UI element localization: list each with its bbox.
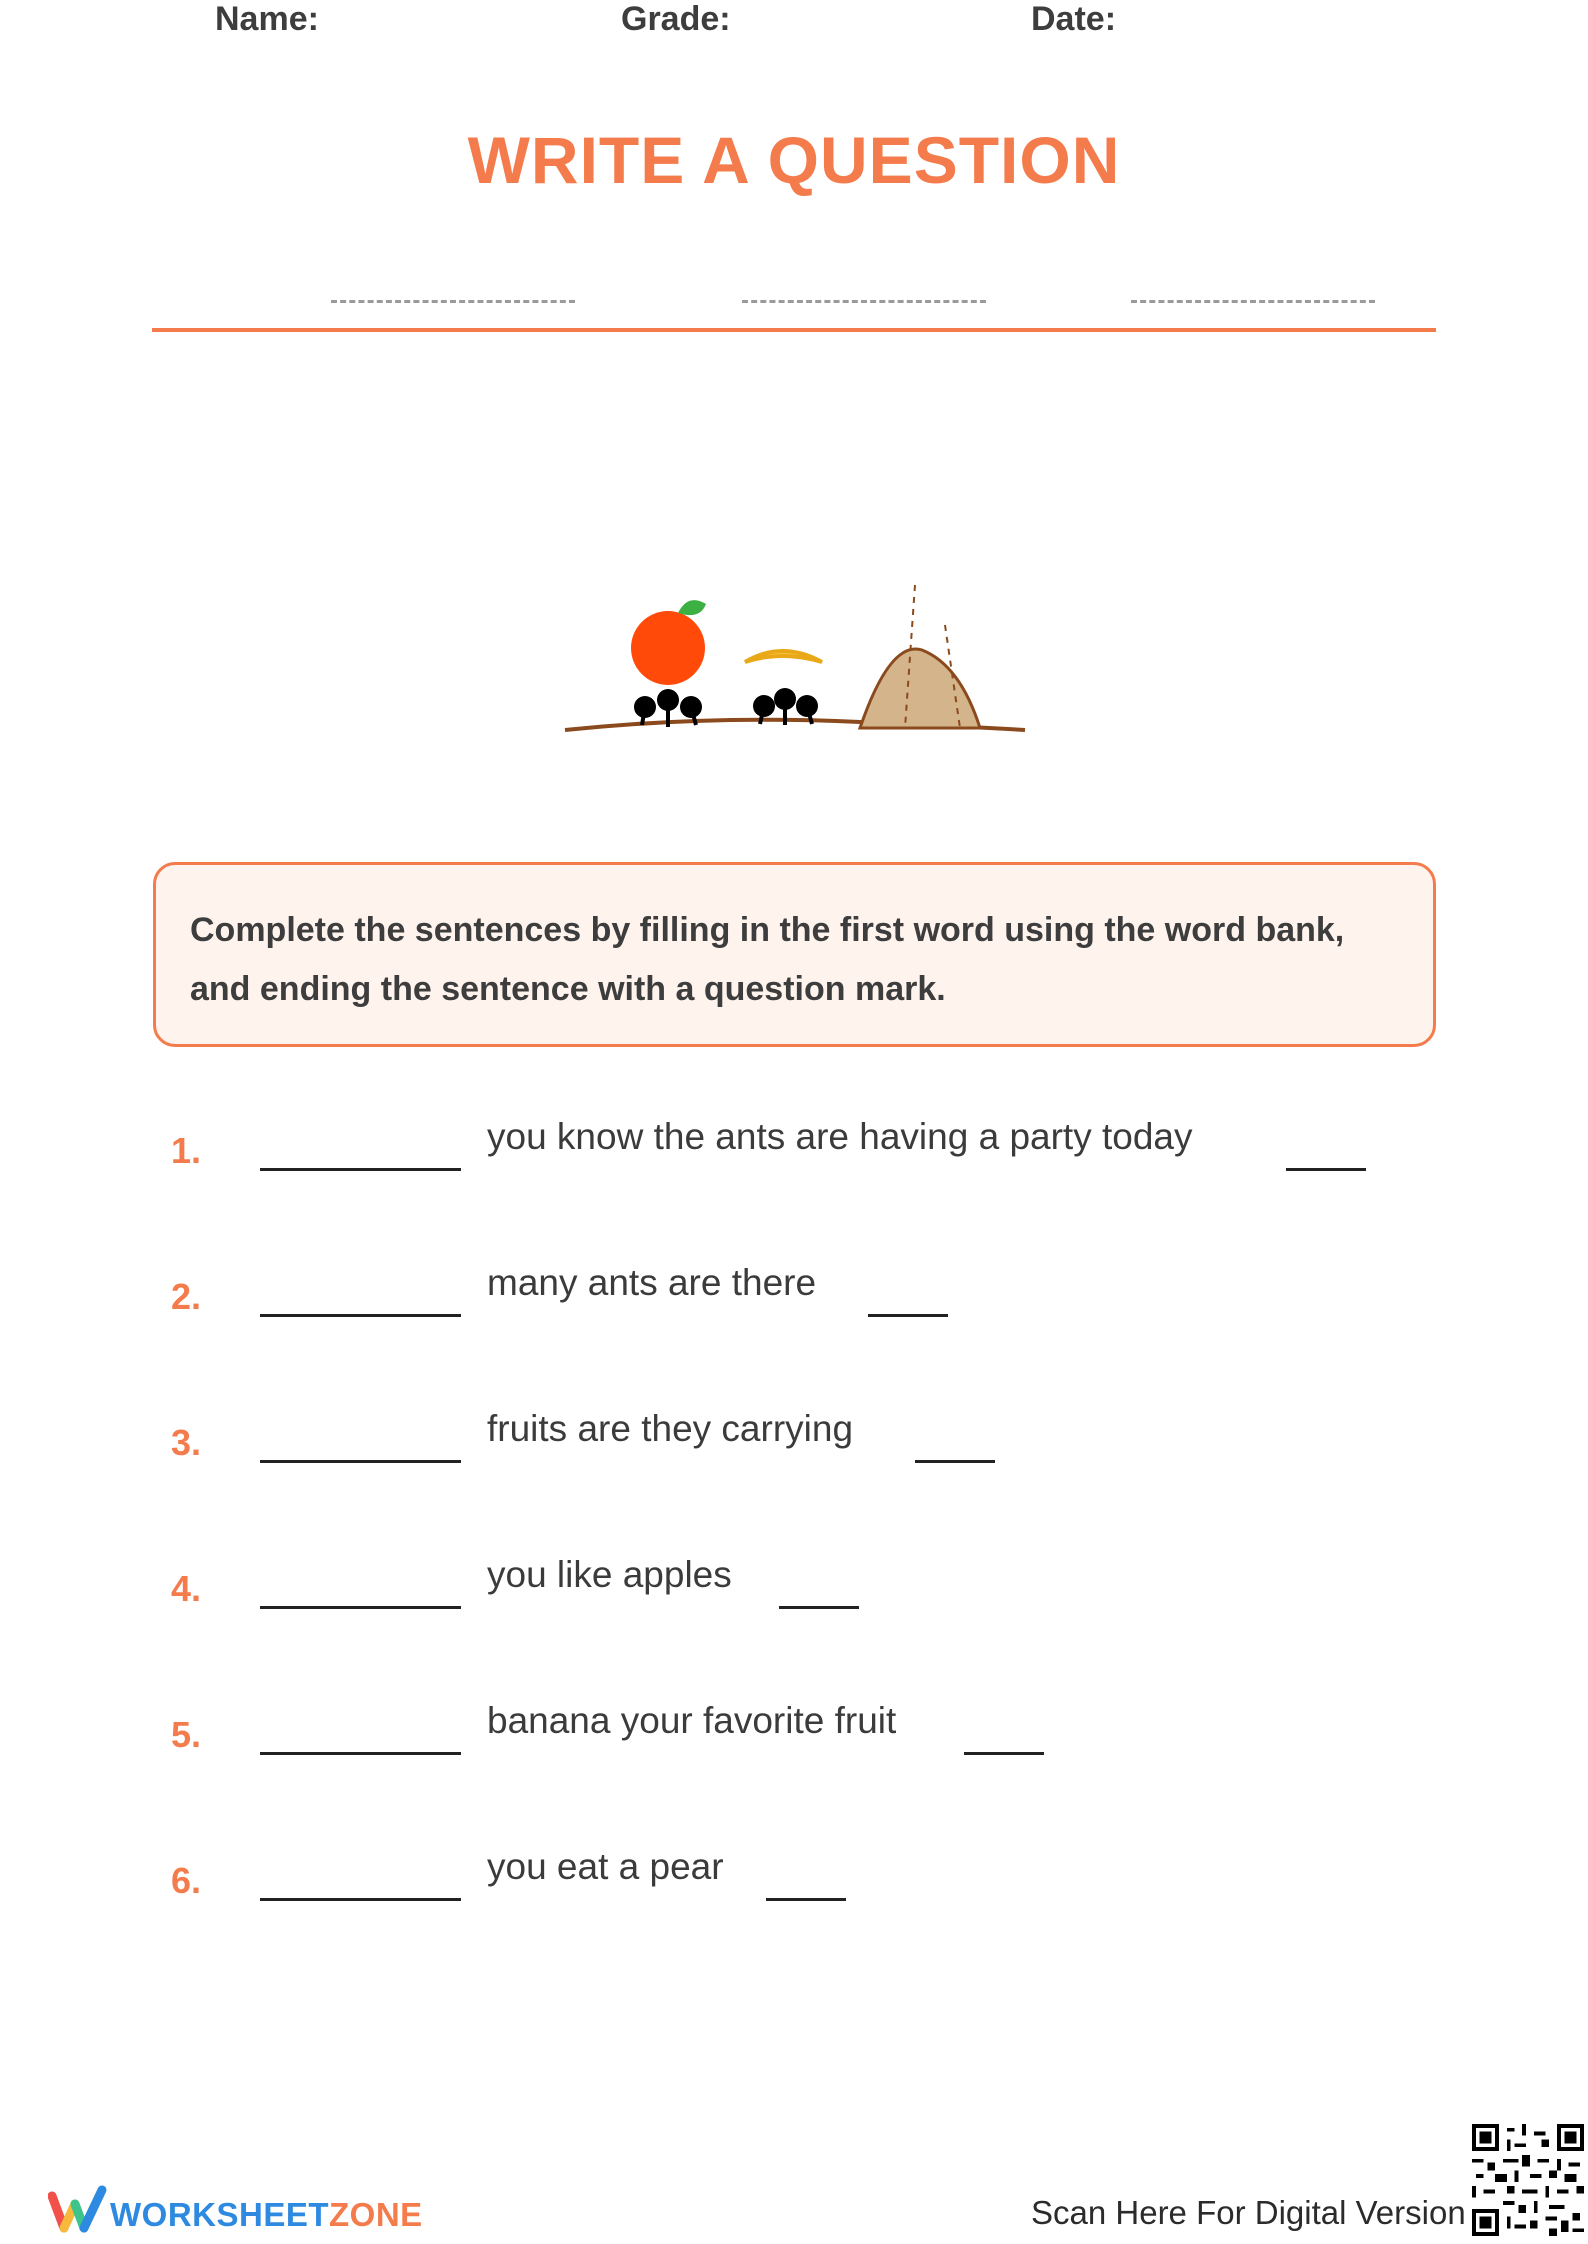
date-label: Date: [1031,0,1117,38]
question-number: 4. [171,1568,202,1609]
question-word-blank[interactable] [260,1314,461,1317]
question-row [0,1262,1588,1342]
question-mark-blank[interactable] [1286,1168,1366,1171]
instructions-line-2: and ending the sentence with a question mark. [190,970,946,1008]
question-text: banana your favorite fruit [487,1700,897,1741]
question-word-blank[interactable] [260,1606,461,1609]
question-number: 3. [171,1422,202,1463]
grade-label: Grade: [621,0,731,38]
scan-instruction: Scan Here For Digital Version [1031,2194,1466,2231]
question-number: 6. [171,1860,202,1901]
question-mark-blank[interactable] [964,1752,1044,1755]
question-row [0,1554,1588,1634]
question-mark-blank[interactable] [766,1898,846,1901]
instructions-box [153,862,1436,1047]
question-text: you eat a pear [487,1846,724,1887]
anthill [860,649,980,728]
question-mark-blank[interactable] [868,1314,948,1317]
brand-name-part2: ZONE [329,2196,423,2233]
name-label: Name: [215,0,319,38]
worksheetzone-logo-icon [48,2182,108,2236]
banana-fruit [745,651,822,662]
question-word-blank[interactable] [260,1752,461,1755]
name-field[interactable] [331,253,575,303]
qr-code-icon[interactable] [1472,2124,1584,2236]
question-word-blank[interactable] [260,1460,461,1463]
question-text: you know the ants are having a party today [487,1116,1193,1157]
question-row [0,1846,1588,1926]
orange-fruit [631,611,705,685]
question-row [0,1700,1588,1780]
question-number: 2. [171,1276,202,1317]
grade-field[interactable] [742,253,986,303]
instructions-line-1: Complete the sentences by filling in the first word using the word bank, [190,911,1345,949]
question-mark-blank[interactable] [779,1606,859,1609]
question-text: many ants are there [487,1262,817,1303]
question-text: fruits are they carrying [487,1408,854,1449]
question-number: 5. [171,1714,202,1755]
page-title: WRITE A QUESTION [467,123,1121,197]
date-field[interactable] [1131,253,1375,303]
header-divider [152,328,1436,332]
brand-name-part1: WORKSHEET [110,2196,329,2233]
question-text: you like apples [487,1554,732,1595]
question-word-blank[interactable] [260,1168,461,1171]
question-mark-blank[interactable] [915,1460,995,1463]
question-row [0,1408,1588,1488]
question-row [0,1116,1588,1196]
ants-carrying-fruit-illustration [560,580,1030,750]
question-number: 1. [171,1130,202,1171]
question-word-blank[interactable] [260,1898,461,1901]
orange-leaf [678,600,706,615]
brand-name [110,2196,423,2234]
